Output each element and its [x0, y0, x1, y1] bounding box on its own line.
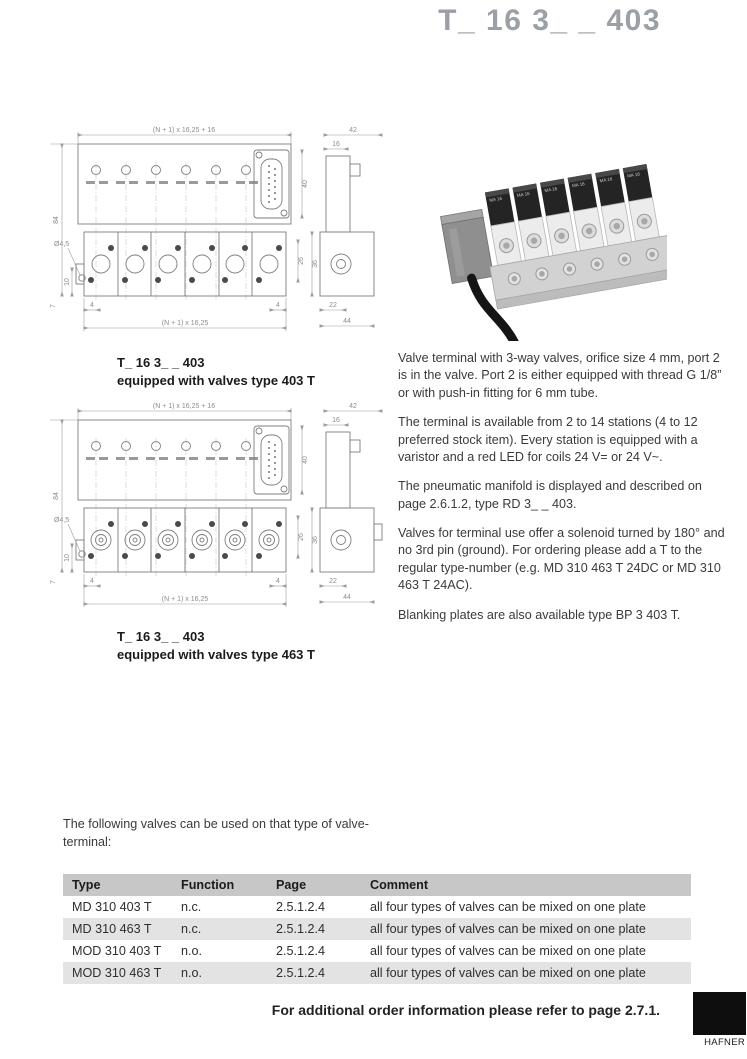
- table-header-row: [63, 874, 691, 896]
- solenoid-label: MA 16: [488, 195, 503, 203]
- product-photo: [412, 146, 667, 341]
- description-paragraph: The terminal is available from 2 to 14 stations (4 to 12 preferred stock item). Every station is equipped with a varistor and a red LED for coils 24 V= or 24 V~.: [398, 415, 698, 464]
- drawing1-caption-sub: equipped with valves type 403 T: [117, 372, 315, 388]
- dim-4-left: 4: [90, 302, 94, 309]
- dim-4-right: 4: [276, 302, 280, 309]
- col-header-function: Function: [181, 878, 235, 892]
- solenoid-label: MA 16: [516, 190, 530, 198]
- top-view-stations: [86, 438, 258, 576]
- cell-function: n.o.: [181, 944, 203, 958]
- col-header-comment: Comment: [370, 878, 429, 892]
- cell-type: MD 310 463 T: [72, 922, 152, 936]
- side-view: [320, 403, 382, 602]
- table-row: [63, 896, 691, 918]
- cell-function: n.o.: [181, 966, 203, 980]
- dim-4-right: 4: [276, 578, 280, 585]
- dim-40: 40: [302, 456, 309, 464]
- dim-84: 84: [53, 492, 60, 500]
- dim-10: 10: [64, 554, 71, 562]
- solenoid-label: MA 16: [571, 181, 586, 189]
- cell-page: 2.5.1.2.4: [276, 944, 326, 958]
- side-view: [320, 127, 382, 326]
- page-title: T_ 16 3_ _ 403: [438, 4, 661, 37]
- dim-16: 16: [332, 417, 340, 424]
- dim-hole: Ø4,5: [54, 517, 70, 524]
- dim-7: 7: [50, 304, 57, 308]
- technical-drawing-403: [48, 122, 388, 354]
- top-view-stations: [86, 162, 258, 300]
- drawing1-caption-type: T_ 16 3_ _ 403: [117, 355, 205, 370]
- cell-function: n.c.: [181, 922, 202, 936]
- dim-36: 36: [312, 260, 319, 268]
- dsub-connector: [254, 150, 289, 218]
- front-view-stations: [88, 232, 282, 296]
- dim-42: 42: [349, 403, 357, 410]
- dim-42: 42: [349, 127, 357, 134]
- cell-comment: all four types of valves can be mixed on one plate: [370, 922, 646, 936]
- dim-16: 16: [332, 141, 340, 148]
- description-paragraph: The pneumatic manifold is displayed and described on page 2.6.1.2, type RD 3_ _ 403.: [398, 479, 702, 511]
- cell-function: n.c.: [181, 900, 202, 914]
- solenoid-label: MA 16: [544, 185, 558, 194]
- hafner-logo-mark: [693, 992, 746, 1035]
- front-view-stations: [88, 508, 282, 572]
- dim-pitch: (N + 1) x 16,25: [161, 596, 209, 603]
- dim-84: 84: [53, 216, 60, 224]
- drawing-463-svg: [48, 398, 388, 630]
- drawing2-caption-type: T_ 16 3_ _ 403: [117, 629, 205, 644]
- hafner-logo-text: HAFNER: [704, 1037, 745, 1048]
- cell-comment: all four types of valves can be mixed on one plate: [370, 900, 646, 914]
- dim-pitch-total: (N + 1) x 16,25 + 16: [152, 403, 216, 410]
- dsub-connector: [254, 426, 289, 494]
- cell-page: 2.5.1.2.4: [276, 922, 326, 936]
- cell-comment: all four types of valves can be mixed on one plate: [370, 966, 646, 980]
- valve-list-intro: The following valves can be used on that type of valve-terminal:: [63, 817, 369, 849]
- solenoid-label: MA 16: [599, 176, 613, 184]
- description-text: [398, 350, 730, 636]
- dim-pitch-total: (N + 1) x 16,25 + 16: [152, 127, 216, 134]
- dim-44: 44: [343, 594, 351, 601]
- dim-26: 26: [298, 533, 305, 541]
- description-paragraph: Valves for terminal use offer a solenoid turned by 180° and no 3rd pin (ground). For ordering please add a T to the regular type-number (e.g. MD 310 463 T 24DC or MD 310 463 T 24AC).: [398, 526, 725, 593]
- cell-type: MOD 310 463 T: [72, 966, 162, 980]
- dim-26: 26: [298, 257, 305, 265]
- dim-7: 7: [50, 580, 57, 584]
- col-header-type: Type: [72, 878, 101, 892]
- dim-4-left: 4: [90, 578, 94, 585]
- technical-drawing-463: [48, 398, 388, 630]
- dim-44: 44: [343, 318, 351, 325]
- cell-type: MD 310 403 T: [72, 900, 152, 914]
- cell-page: 2.5.1.2.4: [276, 966, 326, 980]
- description-paragraph: Valve terminal with 3-way valves, orifice size 4 mm, port 2 is in the valve. Port 2 is either equipped with thread G 1/8” or with push-in fitting for 6 mm tube.: [398, 351, 722, 400]
- solenoid-label: MA 16: [626, 171, 641, 179]
- drawing2-caption-sub: equipped with valves type 463 T: [117, 646, 315, 662]
- table-row: [63, 962, 691, 984]
- dim-10: 10: [64, 278, 71, 286]
- col-header-page: Page: [276, 878, 307, 892]
- cell-comment: all four types of valves can be mixed on one plate: [370, 944, 646, 958]
- footer-note: For additional order information please refer to page 2.7.1.: [271, 1002, 660, 1018]
- photo-connector-block: [440, 209, 493, 283]
- product-photo-svg: [412, 146, 667, 341]
- dim-22: 22: [329, 578, 337, 585]
- dim-40: 40: [302, 180, 309, 188]
- dim-hole: Ø4,5: [54, 241, 70, 248]
- dim-36: 36: [312, 536, 319, 544]
- description-paragraph: Blanking plates are also available type BP 3 403 T.: [398, 607, 681, 622]
- valve-table: [63, 874, 691, 984]
- drawing2-caption: [117, 628, 315, 663]
- drawing-403-svg: [48, 122, 388, 354]
- table-row: [63, 940, 691, 962]
- cell-page: 2.5.1.2.4: [276, 900, 326, 914]
- drawing1-caption: [117, 354, 315, 389]
- cell-type: MOD 310 403 T: [72, 944, 162, 958]
- dim-22: 22: [329, 302, 337, 309]
- table-row: [63, 918, 691, 940]
- dim-pitch: (N + 1) x 16,25: [161, 320, 209, 327]
